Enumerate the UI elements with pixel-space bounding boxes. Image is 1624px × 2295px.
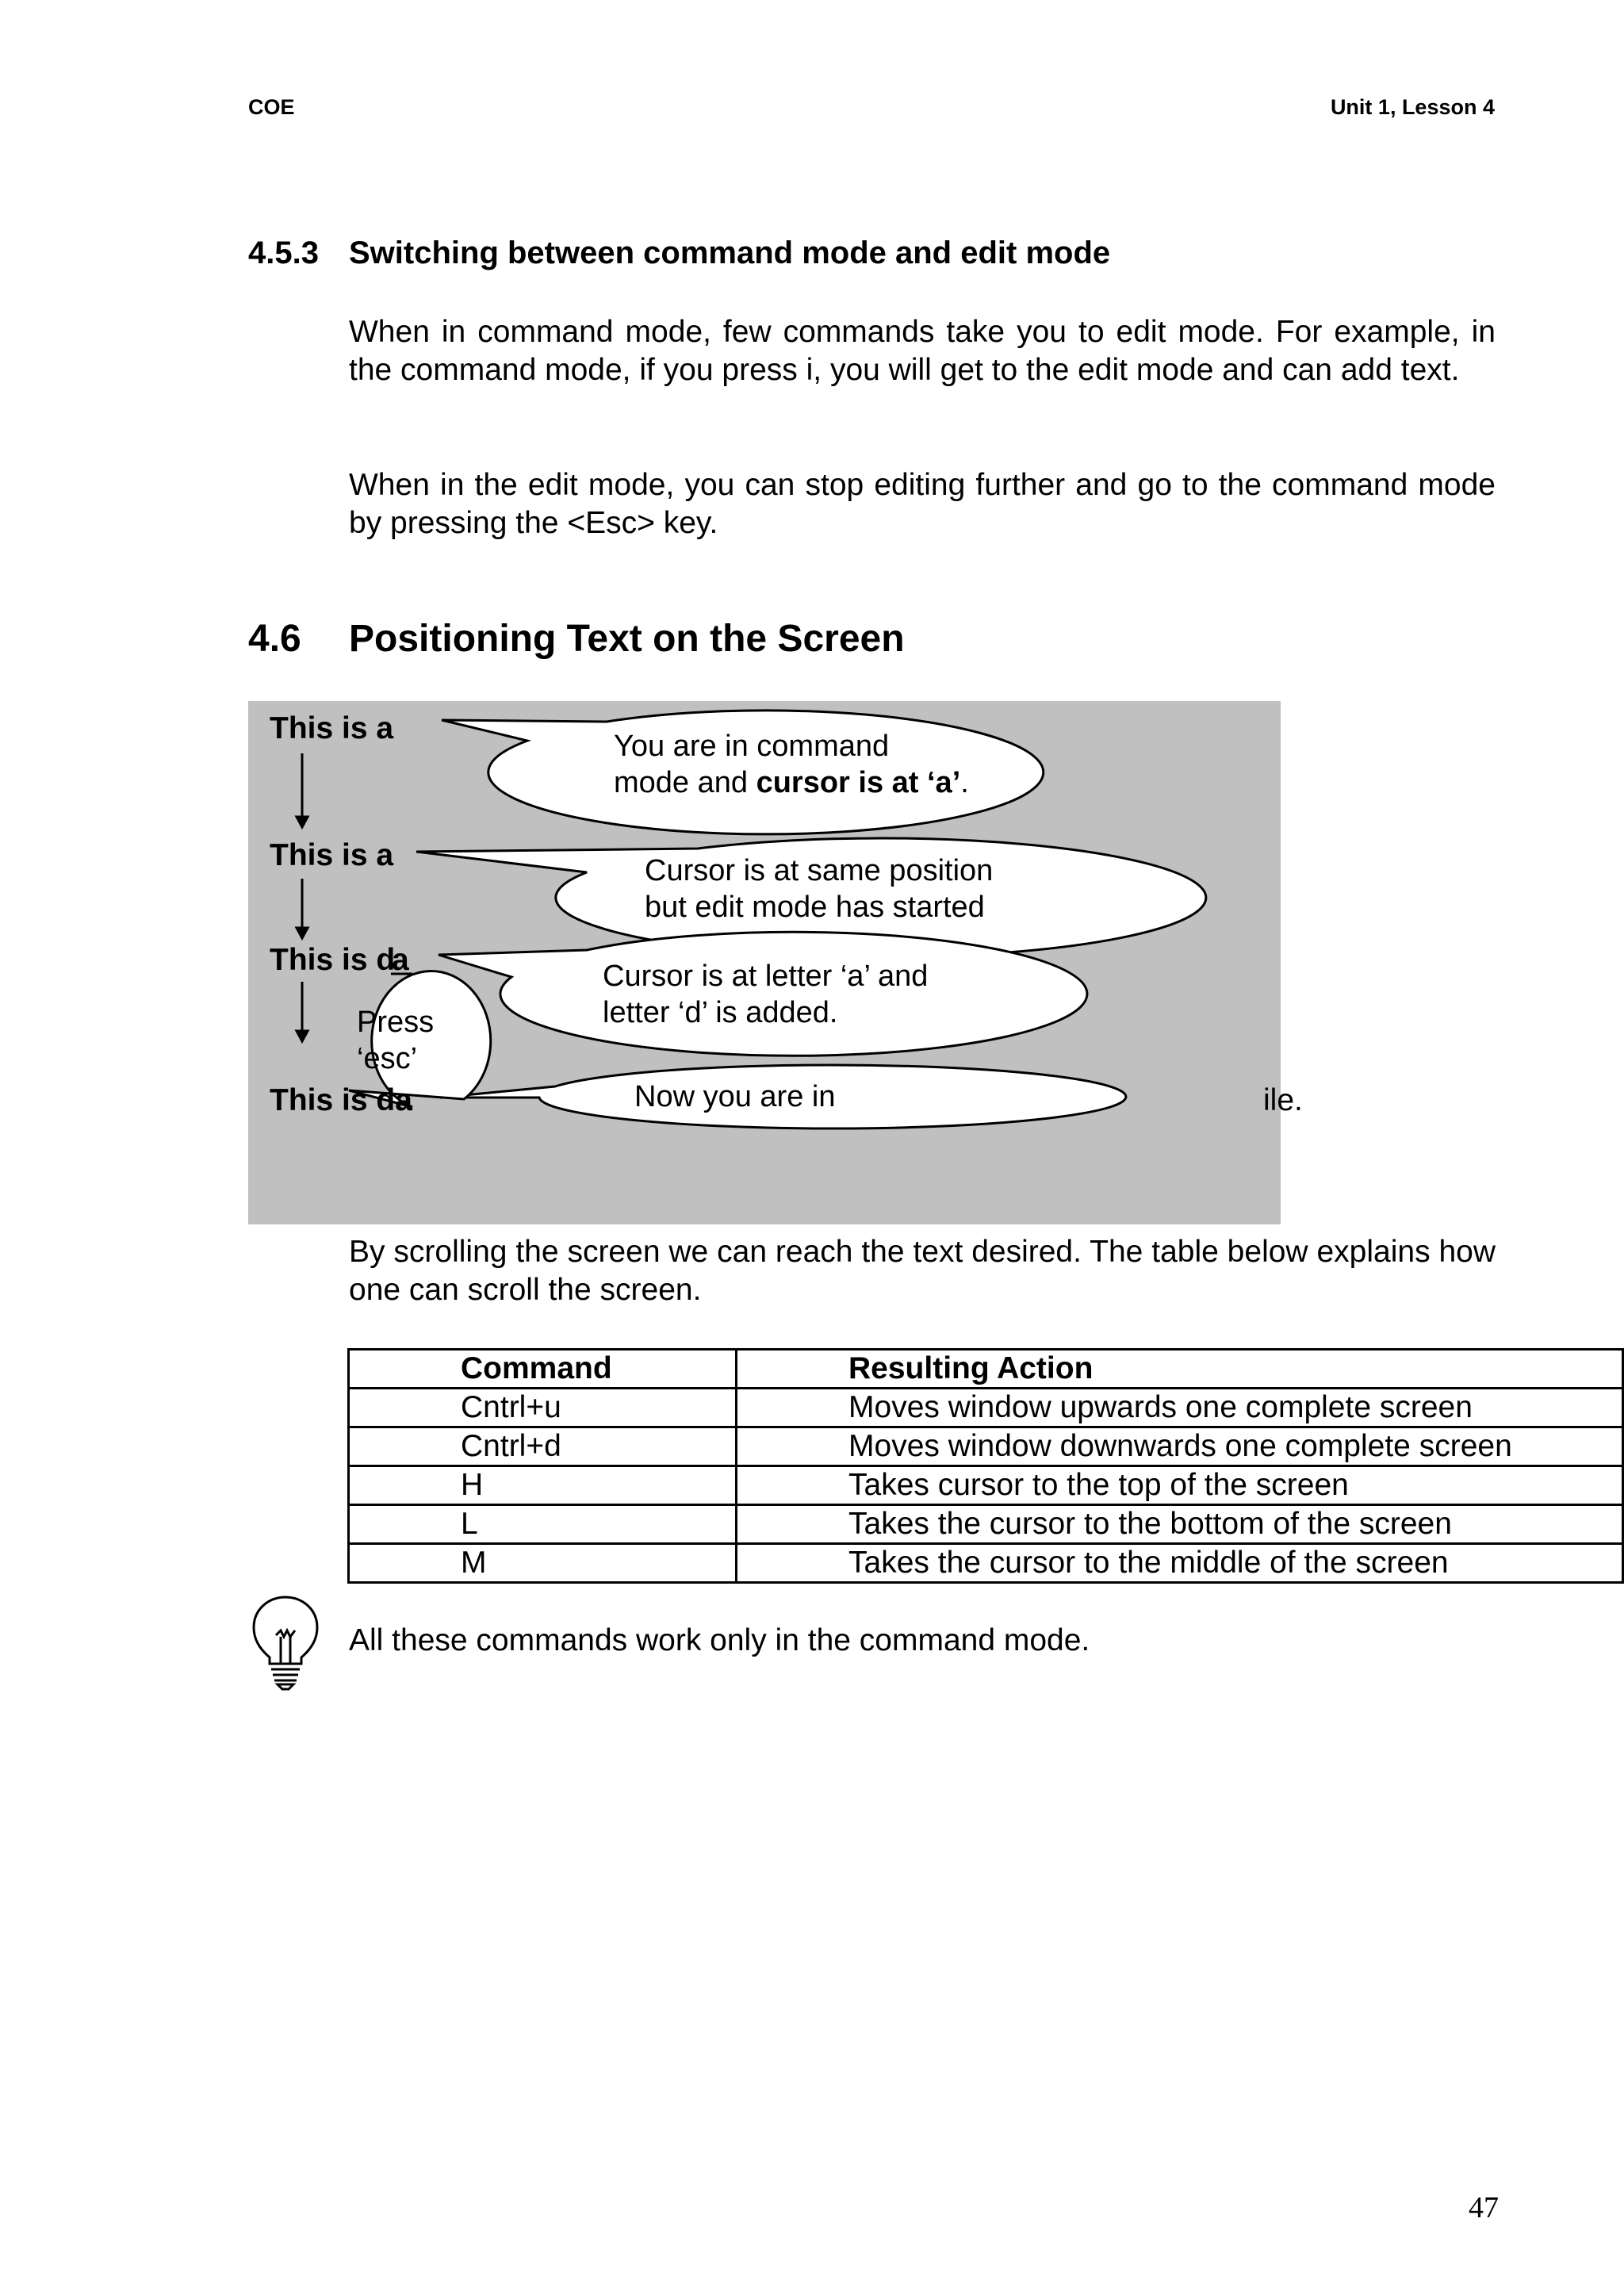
section-title: Switching between command mode and edit mode xyxy=(349,236,1111,270)
section-title: Positioning Text on the Screen xyxy=(349,618,905,660)
section-number: 4.6 xyxy=(248,618,301,660)
screen-line: This is da xyxy=(270,1083,412,1117)
bubble-text: Cursor is at same position but edit mode has started xyxy=(645,854,994,924)
cursor-letter: a xyxy=(392,943,409,977)
page-number: 47 xyxy=(1469,2191,1499,2224)
paragraph: When in the edit mode, you can stop editing further and go to the command mode by pressing the <Esc> key. xyxy=(349,468,1496,540)
table-row xyxy=(349,1505,1623,1544)
table-row xyxy=(349,1544,1623,1583)
table-row xyxy=(349,1427,1623,1466)
table-cell: Cntrl+d xyxy=(349,1427,737,1466)
section-number: 4.5.3 xyxy=(248,236,319,270)
table-header-cell: Command xyxy=(349,1350,737,1389)
header-left: COE xyxy=(248,95,295,119)
paragraph: By scrolling the screen we can reach the text desired. The table below explains how one can scroll the screen. xyxy=(349,1235,1496,1307)
screen-line: This is d xyxy=(270,943,396,977)
lightbulb-icon xyxy=(252,1596,319,1691)
table-cell: Takes the cursor to the middle of the screen xyxy=(737,1544,1623,1583)
table-row xyxy=(349,1466,1623,1505)
paragraph: When in command mode, few commands take you to edit mode. For example, in the command mode, if you press i, you will get to the edit mode and can add text. xyxy=(349,315,1496,387)
table-cell: Cntrl+u xyxy=(349,1389,737,1427)
screen-line: This is a xyxy=(270,711,394,745)
bubble-text: Cursor is at letter ‘a’ and letter ‘d’ is added. xyxy=(603,960,929,1029)
table-header-row xyxy=(349,1350,1623,1389)
table-cell: L xyxy=(349,1505,737,1544)
screen-line: This is a xyxy=(270,838,394,872)
table-cell: Moves window upwards one complete screen xyxy=(737,1389,1623,1427)
table-row xyxy=(349,1389,1623,1427)
press-esc-text: Press ‘esc’ xyxy=(357,1006,435,1075)
header-right: Unit 1, Lesson 4 xyxy=(1330,95,1495,119)
table-cell: H xyxy=(349,1466,737,1505)
table-cell: Takes cursor to the top of the screen xyxy=(737,1466,1623,1505)
table-cell: Takes the cursor to the bottom of the screen xyxy=(737,1505,1623,1544)
table-cell: Moves window downwards one complete screen xyxy=(737,1427,1623,1466)
table-header-cell: Resulting Action xyxy=(737,1350,1623,1389)
trailing-text: ile. xyxy=(1263,1083,1303,1117)
commands-table xyxy=(347,1348,1624,1584)
tip-text: All these commands work only in the command mode. xyxy=(349,1623,1090,1657)
bubble-text: Now you are in xyxy=(634,1080,836,1113)
table-cell: M xyxy=(349,1544,737,1583)
bubble-text: You are in command mode and cursor is at ‘a’. xyxy=(614,730,969,799)
